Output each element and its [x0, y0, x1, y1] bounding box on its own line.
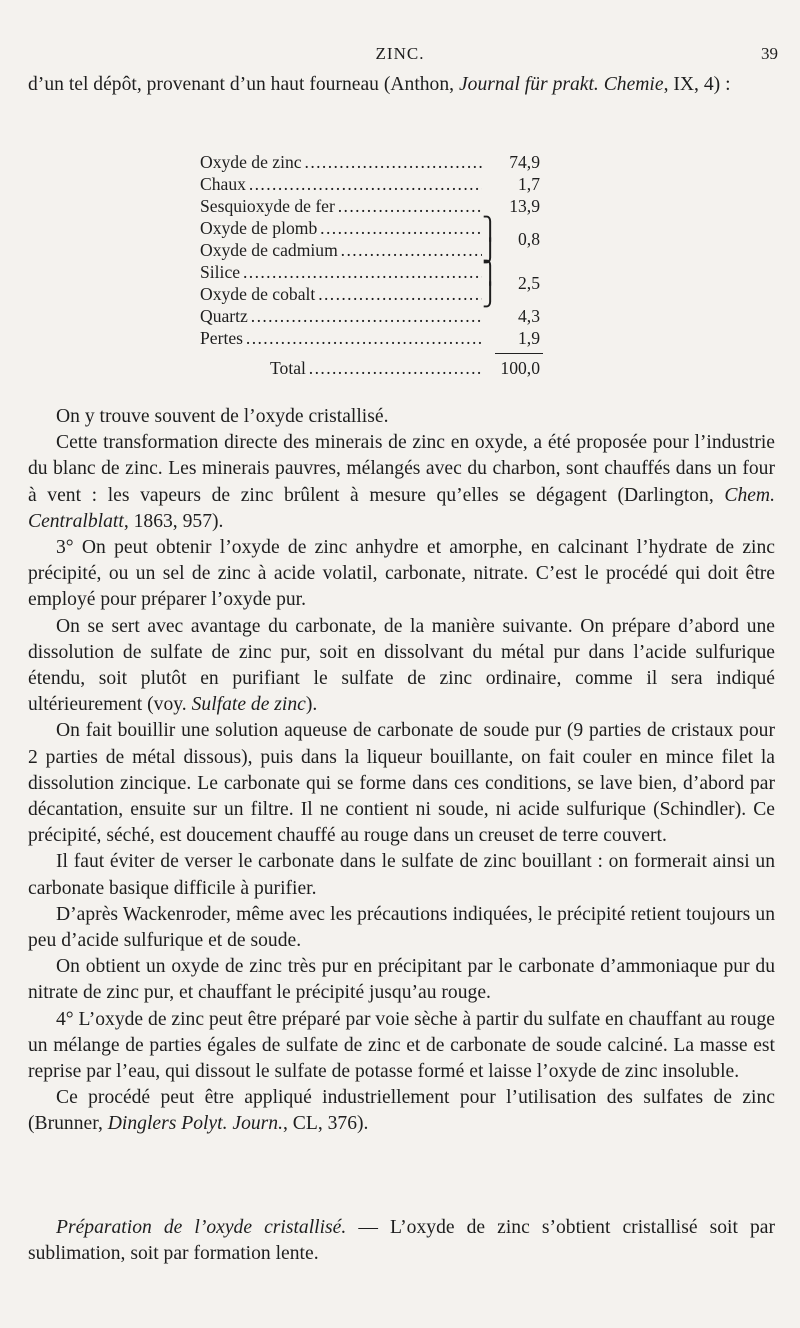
paragraph — [28, 430, 775, 535]
row-value: 1,7 — [518, 174, 540, 194]
intro-text-end: , IX, 4) : — [663, 74, 731, 95]
running-header — [0, 44, 800, 68]
paragraph-text-end: , 1863, 957). — [123, 510, 224, 532]
journal-citation: Journal für prakt. Chemie — [458, 74, 664, 95]
row-label: Sesquioxyde de fer . . . — [200, 196, 482, 217]
paragraph-text-end: , CL, 376). — [282, 1113, 369, 1135]
row-value: 1,9 — [518, 328, 540, 348]
paragraph: 3° On peut obtenir l’oxyde de zinc anhydre et amorphe, en calcinant l’hydrate de zinc précipité, ou un sel de zinc à acide volatil, carbonate, nitrate. C’est le procédé qui doit être employé pour préparer l’oxyde pur. — [28, 537, 775, 611]
group-value: 0,8 — [518, 229, 540, 249]
sum-rule — [495, 353, 543, 354]
paragraph-text: Cette transformation directe des minerais de zinc en oxyde, a été proposée pour l’industrie du blanc de zinc. Les minerais pauvres, mélangés avec du charbon, sont chauffés dans un four à vent : les vapeurs de zinc brûlent à mesure qu’elles se dégagent (Darlington, — [28, 432, 775, 506]
row-label: Silice . . . — [200, 262, 482, 283]
body-text — [28, 404, 775, 1138]
intro-paragraph — [28, 72, 775, 98]
running-title: ZINC. — [375, 44, 425, 63]
row-label: Oxyde de cadmium . . . — [200, 240, 482, 261]
table-row — [200, 328, 545, 350]
paragraph-text: On se sert avec avantage du carbonate, de la manière suivante. On prépare d’abord une dissolution de sulfate de zinc pur, soit en dissolvant du métal pur dans l’acide sulfurique étendu, soit plutôt en purifiant le sulfate de zinc ordinaire, comme il sera indiqué ultérieurement (voy. — [28, 615, 775, 716]
paragraph: On fait bouillir une solution aqueuse de carbonate de soude pur (9 parties de cristaux pour 2 parties de métal dissous), puis dans la liqueur bouillante, on fait couler en mince filet la dissolution zincique. Le carbonate qui se forme dans ces conditions, se lave bien, d’abord par décantation, ensuite sur un filtre. Il ne contient ni soude, ni acide sulfurique (Schindler). Ce précipité, séché, est doucement chauffé au rouge dans un creuset de terre couvert. — [28, 720, 775, 847]
total-row — [270, 358, 545, 380]
paragraph-text: Ce procédé peut être appliqué industriellement pour l’utilisation des sulfates de zinc (Brunner, — [28, 1087, 775, 1135]
paragraph: 4° L’oxyde de zinc peut être préparé par voie sèche à partir du sulfate en chauffant au rouge un mélange de parties égales de sulfate de zinc et de carbonate de soude calciné. La masse est reprise par l’eau, qui dissout le sulfate de potasse formé et laisse l’oxyde de zinc insoluble. — [28, 1008, 775, 1083]
page-number: 39 — [761, 44, 778, 63]
total-value: 100,0 — [500, 358, 540, 378]
row-label: Oxyde de cobalt . . . — [200, 284, 482, 305]
paragraph: D’après Wackenroder, même avec les précautions indiquées, le précipité retient toujours un peu d’acide sulfurique et de soude. — [28, 903, 775, 952]
section-text: — L’oxyde de zinc s’obtient cristallisé soit par sublimation, soit par formation lente. — [28, 1217, 775, 1265]
intro-text: d’un tel dépôt, provenant d’un haut fourneau (Anthon, — [28, 74, 459, 95]
row-label: Quartz . . . — [200, 306, 482, 327]
journal-citation: Chem. Centralblatt — [28, 484, 775, 532]
group-value: 2,5 — [518, 273, 540, 293]
row-label: Chaux . . . — [200, 174, 482, 195]
paragraph: On y trouve souvent de l’oxyde cristallisé. — [56, 406, 389, 427]
preparation-section — [28, 1215, 775, 1267]
row-value: 13,9 — [509, 196, 540, 216]
row-value: 74,9 — [509, 152, 540, 172]
paragraph — [28, 1085, 775, 1137]
row-label: Oxyde de plomb . . . — [200, 218, 482, 239]
row-label: Pertes . . . — [200, 328, 482, 349]
paragraph: On obtient un oxyde de zinc très pur en précipitant par le carbonate d’ammoniaque pur du nitrate de zinc pur, et chauffant le précipité jusqu’au rouge. — [28, 956, 775, 1004]
table-row — [200, 174, 545, 196]
cross-reference: Sulfate de zinc — [191, 694, 306, 716]
brace-bottom: ⎭ — [482, 282, 499, 307]
total-label: Total . . . — [270, 358, 482, 379]
brace-top: ⎫ — [482, 260, 499, 285]
row-value: 4,3 — [518, 306, 540, 326]
row-label: Oxyde de zinc . . . — [200, 152, 482, 173]
table-row — [200, 152, 545, 174]
section-heading: Préparation de l’oxyde cristallisé. — [56, 1217, 347, 1238]
paragraph-text-end: ). — [305, 694, 318, 716]
paragraph — [28, 614, 775, 719]
table-row — [200, 196, 545, 218]
brace-bottom: ⎭ — [482, 238, 499, 263]
journal-citation: Dinglers Polyt. Journ. — [107, 1113, 283, 1135]
table-row — [200, 306, 545, 328]
brace-top: ⎫ — [482, 216, 499, 241]
paragraph: Il faut éviter de verser le carbonate dans le sulfate de zinc bouillant : on formerait ainsi un carbonate basique difficile à purifier. — [28, 851, 775, 899]
